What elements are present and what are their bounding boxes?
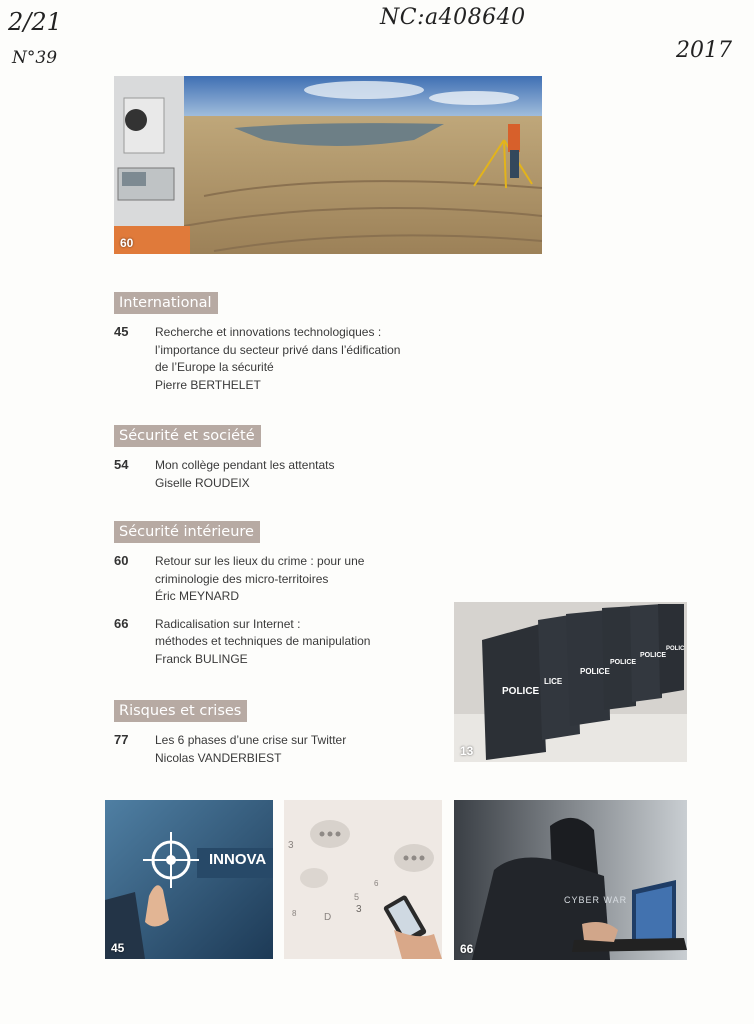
handwritten-note-top-left: 2/21 <box>8 8 62 36</box>
svg-text:D: D <box>324 912 332 923</box>
toc-page-number: 60 <box>114 553 129 568</box>
handwritten-note-year: 2017 <box>676 38 732 63</box>
toc-page-number: 77 <box>114 732 129 747</box>
photo-overlay-text: CYBER WAR <box>564 895 628 905</box>
toc-entry-title-line: Retour sur les lieux du crime : pour une <box>155 554 365 568</box>
toc-entry-title-line: criminologie des micro-territoires <box>155 571 329 586</box>
svg-text:POLICE: POLICE <box>610 659 637 666</box>
toc-entry[interactable] <box>114 457 334 492</box>
toc-entry[interactable] <box>114 324 400 394</box>
photo-innovation <box>105 800 273 959</box>
photo-page-number: 60 <box>120 236 134 250</box>
section-title: Sécurité et société <box>114 425 261 447</box>
photo-chat-bubbles <box>284 800 442 959</box>
section-international <box>114 292 400 394</box>
section-securite-interieure <box>114 521 370 668</box>
handwritten-note-issue: N°39 <box>12 48 58 68</box>
toc-entry[interactable] <box>114 732 346 767</box>
photo-page-number: 45 <box>111 941 125 955</box>
photo-page-number: 13 <box>460 744 474 758</box>
svg-text:POLICE: POLICE <box>502 686 540 697</box>
toc-entry-title-line: de l’Europe la sécurité <box>155 360 274 374</box>
handwritten-note-reference: NC:a408640 <box>380 5 526 30</box>
toc-entry-author: Franck BULINGE <box>155 651 248 666</box>
toc-entry-title-line: méthodes et techniques de manipulation <box>155 634 371 648</box>
toc-entry[interactable] <box>114 616 370 669</box>
toc-entry-author: Nicolas VANDERBIEST <box>155 750 282 765</box>
photo-overlay-text: INNOVA <box>209 851 267 868</box>
svg-text:6: 6 <box>374 879 379 888</box>
toc-entry-title-line: Radicalisation sur Internet : <box>155 616 301 631</box>
section-securite-et-societe <box>114 425 334 492</box>
photo-police-shields <box>454 602 687 762</box>
svg-text:LICE: LICE <box>544 677 563 686</box>
section-risques-et-crises <box>114 700 346 767</box>
section-title: Sécurité intérieure <box>114 521 260 543</box>
photo-page-number: 66 <box>460 942 474 956</box>
toc-entry-author: Éric MEYNARD <box>155 589 240 603</box>
toc-entry-title-line: l’importance du secteur privé dans l’édification <box>155 342 401 357</box>
svg-text:POLIC: POLIC <box>666 646 685 652</box>
toc-entry[interactable] <box>114 553 370 606</box>
toc-entry-title-line: Mon collège pendant les attentats <box>155 458 335 472</box>
toc-page-number: 66 <box>114 615 129 631</box>
toc-entry-title-line: Recherche et innovations technologiques : <box>155 325 382 339</box>
svg-text:8: 8 <box>292 909 297 918</box>
svg-text:POLICE: POLICE <box>640 652 667 659</box>
svg-text:3: 3 <box>288 840 294 851</box>
toc-page-number: 54 <box>114 457 129 472</box>
toc-entry-title-line: Les 6 phases d’une crise sur Twitter <box>155 733 347 747</box>
section-title: International <box>114 292 218 314</box>
svg-text:3: 3 <box>356 904 362 915</box>
photo-cyber-war <box>454 800 687 960</box>
toc-entry-author: Giselle ROUDEIX <box>155 475 250 490</box>
toc-entry-author: Pierre BERTHELET <box>155 377 261 392</box>
svg-text:5: 5 <box>354 892 360 902</box>
svg-text:POLICE: POLICE <box>580 667 610 676</box>
hero-photo-survey <box>114 76 542 254</box>
section-title: Risques et crises <box>114 700 247 722</box>
toc-page-number: 45 <box>114 324 129 339</box>
